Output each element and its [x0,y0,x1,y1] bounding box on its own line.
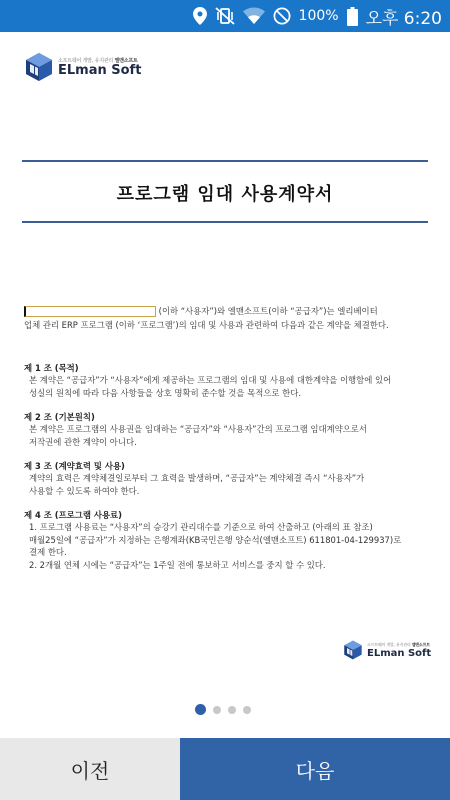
page-dot[interactable] [228,706,236,714]
logo-tagline: 소프트웨어 개발, 유지관리 [58,57,114,64]
logo-cube-icon [343,640,363,660]
page-indicator [195,704,251,715]
user-name-field[interactable] [24,306,156,317]
logo-name: ELman Soft [58,62,142,78]
vibrate-mute-icon [215,7,235,25]
logo-tagline-brand: 엘맨소프트 [114,57,138,64]
intro-paragraph [24,304,434,332]
section-article-1 [24,362,434,399]
page-dot[interactable] [213,706,221,714]
battery-icon [347,7,358,26]
section-line: 사용할 수 있도록 하여야 한다. [29,485,140,496]
status-icons [193,0,442,32]
document-title: 프로그램 임대 사용계약서 [116,184,334,205]
section-title: 제 1 조 (목적) [24,363,79,373]
section-article-3 [24,460,434,497]
header-logo [24,52,141,82]
intro-line-2: 업체 관리 ERP 프로그램 (이하 ‘프로그램’)의 임대 및 사용과 관련하여 다음과 같은 계약을 체결한다. [24,320,389,330]
logo-cube-icon [24,52,54,82]
logo-name: ELman Soft [367,647,432,659]
intro-line-1: (이하 “사용자”)와 엘맨소프트(이하 “공급자”)는 엘리베이터 [158,306,378,316]
page-dot-active[interactable] [195,704,206,715]
section-line: 2. 2개월 연체 시에는 “공급자”는 1주일 전에 통보하고 서비스를 중지 할 수 있다. [29,559,326,570]
logo-tagline-brand: 엘맨소프트 [411,641,430,647]
wifi-icon [243,7,265,25]
next-button[interactable]: 다음 [180,738,450,800]
page-dot[interactable] [243,706,251,714]
section-title: 제 4 조 (프로그램 사용료) [24,510,122,520]
section-article-2 [24,411,434,448]
logo-tagline: 소프트웨어 개발, 유지관리 [367,641,411,647]
section-line: 계약의 효력은 계약체결일로부터 그 효력을 발생하며, “공급자”는 계약체결 즉시 “사용자”가 [29,473,365,483]
title-rule-bottom [22,221,428,223]
section-line: 성실의 원칙에 따라 다음 사항들을 상호 명확히 준수할 것을 목적으로 한다. [29,387,301,398]
section-line: 결제 한다. [29,547,67,557]
footer-logo [343,640,431,660]
prev-button[interactable]: 이전 [0,738,180,800]
section-article-4 [24,509,434,571]
section-line: 본 계약은 “공급자”가 “사용자”에게 제공하는 프로그램의 임대 및 사용에 대한계약을 이행함에 있어 [29,375,392,385]
section-line: 저작권에 관한 계약이 아니다. [29,436,137,447]
battery-percent: 100% [298,8,339,24]
section-line: 매월25일에 “공급자”가 지정하는 은행계좌(KB국민은행 양순석(엘맨소프트) 611801-04-129937)로 [29,534,402,545]
location-icon [193,7,207,25]
contract-sections [24,362,434,583]
status-bar [0,0,450,32]
section-line: 1. 프로그램 사용료는 “사용자”의 승강기 관리대수를 기준으로 하여 산출하고 (아래의 표 참조) [29,522,373,532]
section-title: 제 2 조 (기본원칙) [24,412,95,422]
title-rule-top [22,160,428,162]
section-line: 본 계약은 프로그램의 사용권을 임대하는 “공급자”와 “사용자”간의 프로그램 임대계약으로서 [29,424,367,434]
do-not-disturb-icon [273,7,291,25]
clock: 오후 6:20 [365,8,442,29]
section-title: 제 3 조 (계약효력 및 사용) [24,461,125,471]
